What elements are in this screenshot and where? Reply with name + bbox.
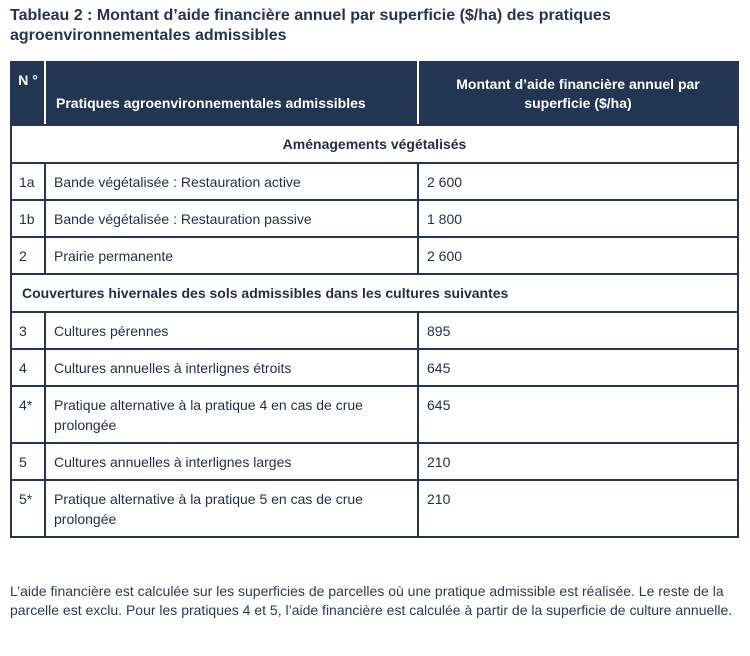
table-row [11,200,738,237]
header-practice: Pratiques agroenvironnementales admissibles [45,62,418,125]
row-amount: 2 600 [418,163,738,200]
row-number: 5* [11,480,45,537]
row-number: 4 [11,349,45,386]
row-practice: Pratique alternative à la pratique 5 en cas de crue prolongée [45,480,418,537]
row-number: 1a [11,163,45,200]
row-amount: 1 800 [418,200,738,237]
table-row [11,386,738,443]
footnote-paragraph: L’aide financière est calculée sur les superficies de parcelles où une pratique admissible est réalisée. Le reste de la parcelle est exclu. Pour les pratiques 4 et 5, l’aide financière est calculée à partir de la superficie de culture annuelle. [10,583,733,618]
row-amount: 210 [418,480,738,537]
table-row [11,443,738,480]
row-practice: Cultures annuelles à interlignes étroits [45,349,418,386]
table-row [11,163,738,200]
row-number: 2 [11,237,45,274]
row-amount: 210 [418,443,738,480]
row-number: 3 [11,312,45,349]
section-row [11,274,738,312]
table-header-row [11,62,738,125]
row-practice: Bande végétalisée : Restauration active [45,163,418,200]
section-title-vegetated: Aménagements végétalisés [11,125,738,163]
header-amount: Montant d’aide financière annuel par superficie ($/ha) [418,62,738,125]
table-caption: Tableau 2 : Montant d’aide financière annuel par superficie ($/ha) des pratiques agroenvironnementales admissibles [10,7,611,44]
practices-table [10,61,739,538]
row-practice: Cultures pérennes [45,312,418,349]
row-number: 1b [11,200,45,237]
row-number: 5 [11,443,45,480]
row-amount: 645 [418,386,738,443]
section-row [11,125,738,163]
row-practice: Pratique alternative à la pratique 4 en cas de crue prolongée [45,386,418,443]
row-amount: 2 600 [418,237,738,274]
header-number: N ° [11,62,45,125]
table-row [11,480,738,537]
row-amount: 895 [418,312,738,349]
row-number: 4* [11,386,45,443]
row-practice: Bande végétalisée : Restauration passive [45,200,418,237]
row-amount: 645 [418,349,738,386]
section-title-winter-cover: Couvertures hivernales des sols admissibles dans les cultures suivantes [11,274,738,312]
row-practice: Cultures annuelles à interlignes larges [45,443,418,480]
table-row [11,349,738,386]
row-practice: Prairie permanente [45,237,418,274]
table-row [11,312,738,349]
table-row [11,237,738,274]
